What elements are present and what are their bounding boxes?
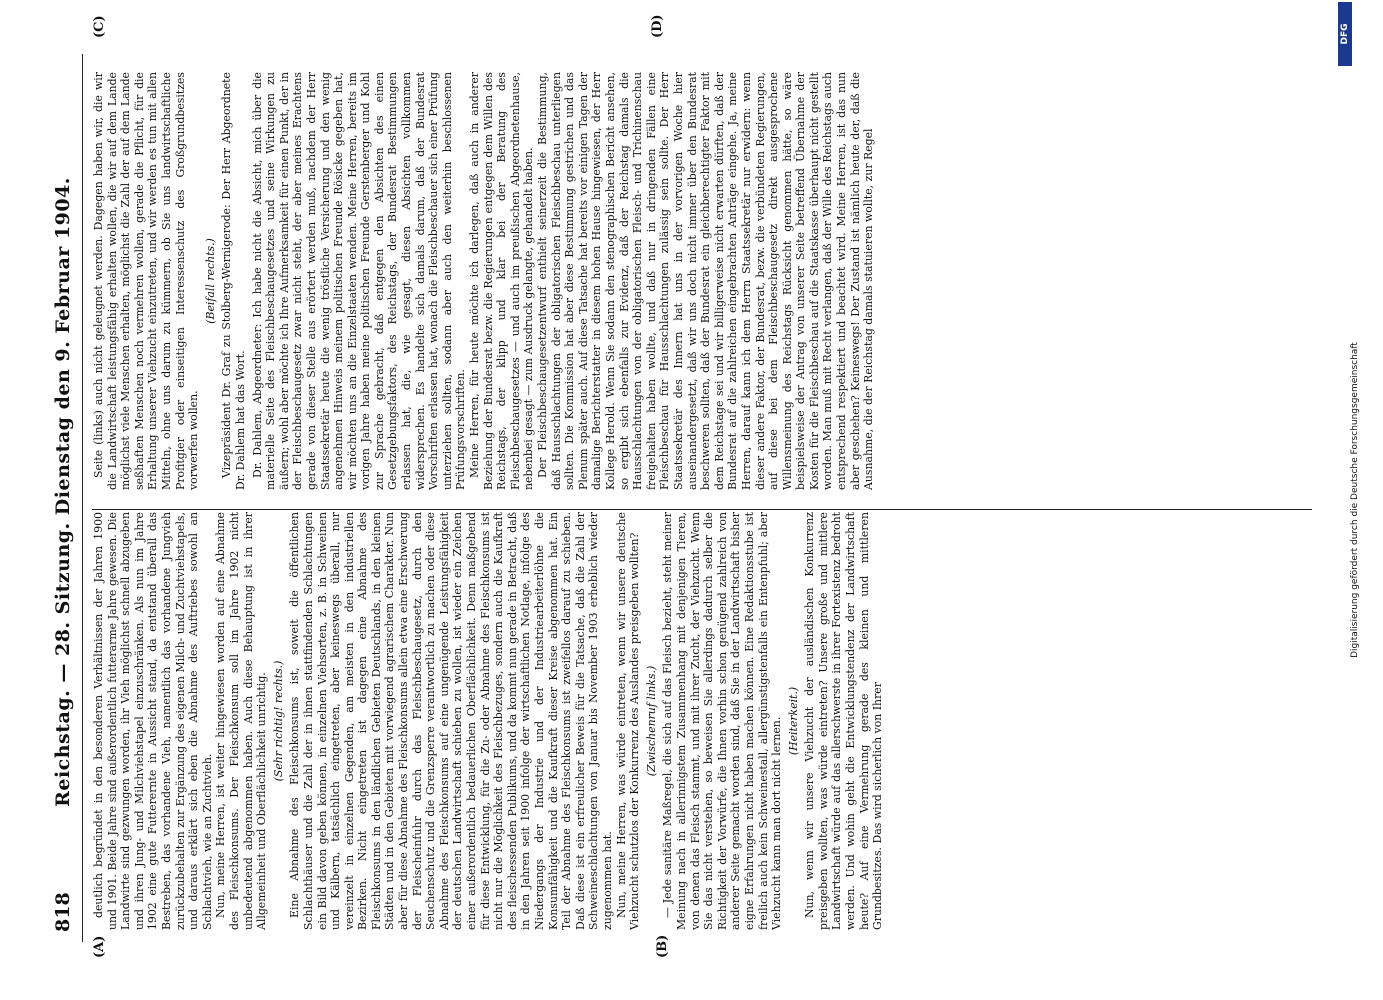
speaker-paragraph: Vizepräsident Dr. Graf zu Stolberg-Wernigerode: Der Herr Abgeordnete Dr. Dahlem hat das Wort. bbox=[220, 72, 247, 490]
interjection: (Heiterkeit.) bbox=[786, 686, 800, 756]
page-header bbox=[52, 42, 80, 942]
paragraph: Eine Abnahme des Fleischkonsums ist, soweit die öffentlichen Schlachthäuser und die Zahl der in ihnen stattfindenden Schlachtungen ein Bild davon geben können, in einzelnen Viehsorten, z. B. in Schweinen und Kälbern, tatsächlich eingetreten, aber keineswegs überall, nur vereinzelt in einzelnen Gegenden, am meisten in den industriellen Bezirken. Nicht eingetreten ist dagegen eine Abnahme des Fleischkonsums in den ländlichen Gebieten Deutschlands, in den kleinen Städten und in den Gebieten mit vorwiegend agrarischem Charakter. Nun aber für diese Abnahme des Fleischkonsums allein etwa eine Erschwerung der Fleischeinfuhr durch das Fleischbeschaugesetz, durch den Seuchenschutz und die Grenzsperre verantwortlich zu machen oder diese Abnahme des Fleischkonsums auf eine ungenügende Leistungsfähigkeit der deutschen Landwirtschaft schieben zu wollen, ist wieder ein Zeichen einer außerordentlich bedauerlichen Oberflächlichkeit. Denn maßgebend für diese Entwicklung, für die Zu- oder Abnahme des Fleischkonsums ist nicht nur die Möglichkeit des Fleischbezuges, sondern auch die Kaufkraft des fleischessenden Publikums, und da kommt nun gerade in Betracht, daß in den Jahren seit 1900 infolge der wirtschaftlichen Notlage, infolge des Niedergangs der Industrie und der Industriearbeiterlöhne die Konsumfähigkeit und die Kaufkraft dieser Kreise abgenommen hat. Ein Teil der Abnahme des Fleischkonsums ist zweifellos darauf zu schieben. Daß diese ist ein erfreulicher Beweis für die Tatsache, daß die Zahl der Schweineschlachtungen von Januar bis November 1903 erheblich wieder zugenommen hat. bbox=[288, 512, 614, 930]
interjection: (Beifall rechts.) bbox=[203, 238, 217, 324]
interjection: (Sehr richtig! rechts.) bbox=[271, 660, 285, 782]
header-rule bbox=[82, 54, 83, 942]
paragraph: Nun, meine Herren, was würde eintreten, wenn wir unsere deutsche Viehzucht schutzlos der Konkurrenz des Auslandes preisgeben wollten? bbox=[614, 512, 642, 930]
margin-marker-a: (A) bbox=[92, 935, 107, 958]
paragraph: Nun, wenn wir unsere Viehzucht der ausländischen Konkurrenz preisgeben wollten, was würde eintreten? Unsere große und mittlere Landwirtschaft würde auf das allerschwerste in ihrer Fortexistenz bedroht werden. Und wohin geht die Entwicklungstendenz der Landwirtschaft heute? Auf eine Vermehrung gerade des kleinen und mittleren Grundbesitzes. Das wird sicherlich von Ihrer bbox=[803, 512, 885, 930]
left-column bbox=[92, 512, 1332, 930]
page-number: 818 bbox=[52, 892, 74, 932]
dfg-logo: DFG bbox=[1338, 2, 1352, 66]
paragraph: — Jede sanitäre Maßregel, die sich auf das Fleisch bezieht, steht meiner Meinung nach in allerinnigstem Zusammenhang mit denjenigen Tieren, von denen das Fleisch stammt, und mit ihrer Zucht, der Viehzucht. Wenn Sie das nicht verstehen, so beweisen Sie allerdings dadurch selber die Richtigkeit der Vorwürfe, die Ihnen vorhin schon genügend zahlreich von anderer Seite gemacht worden sind, daß Sie in der Landwirtschaft bisher eigne Erfahrungen nicht haben machen können. Eine Redaktionsstube ist freilich auch kein Schweinestall, allergünstigstenfalls ein Entenpfuhl; aber Viehzucht kann man dort nicht lernen. bbox=[661, 512, 784, 930]
column-divider bbox=[92, 509, 1312, 510]
paragraph: deutlich begründet in den besonderen Verhältnissen der Jahren 1900 und 1901. Beide Jahre sind außerordentlich futterarme Jahre gewesen. Die Landwirte sind gezwungen worden, ihr Vieh möglichst schnell abzugeben und ihren Jung- und Milchviehstapel einzuschränken. Als nun im Jahre 1902 eine gute Futterernte in Aussicht stand, da entstand überall das Bestreben, das vorhandene Vieh, namentlich das vorhandene Jungvieh zurückzubehalten zur Ergänzung des eigenen Milch- und Zuchtviehstapels, und daraus erklärt sich eben die Abnahme des Auftriebes sowohl an Schlachtvieh, wie an Zuchtvieh. bbox=[92, 512, 214, 930]
right-column bbox=[92, 72, 1332, 490]
page-title: Reichstag. — 28. Sitzung. Dienstag den 9. Februar 1904. bbox=[52, 177, 74, 807]
interjection: (Zwischenruf links.) bbox=[644, 665, 658, 777]
margin-marker-c: (C) bbox=[92, 15, 107, 38]
margin-marker-d: (D) bbox=[650, 14, 665, 38]
paragraph: Seite (links) auch nicht geleugnet werden. Dagegen haben wir, die wir die Landwirtschaft leistungsfähig erhalten wollen, die wir auf dem Lande möglichst viele Menschen erhalten, möglichst die Zahl der auf dem Lande seßhaften Menschen noch vermehren wollen, gerade die Pflicht, für die Erhaltung unserer Viehzucht einzutreten, und wir werden es tun mit allen Mitteln, ohne uns darum zu kümmern, ob Sie uns landwirtschaftliche Profitgier oder einseitigen Interessenschutz des Großgrundbesitzes vorwerfen wollen. bbox=[92, 72, 201, 490]
margin-marker-b: (B) bbox=[655, 934, 670, 958]
paragraph: Meine Herren, für heute möchte ich darlegen, daß auch in anderer Beziehung der Bundesrat bezw. die Regierungen entgegen dem Willen des Reichstags, der klipp und klar bei der Beratung des Fleischbeschaugesetzes — und auch im preußischen Abgeordnetenhause, nebenbei gesagt — zum Ausdruck gelangte, gehandelt haben. bbox=[468, 72, 536, 490]
digitization-credit: Digitalisierung gefördert durch die Deutsche Forschungsgemeinschaft bbox=[1350, 342, 1360, 658]
speaker-paragraph: Dr. Dahlem, Abgeordneter: Ich habe nicht die Absicht, mich über die materielle Seite des Fleischbeschaugesetzes und seine Wirkungen zu äußern; wohl aber möchte ich Ihre Aufmerksamkeit für einen Punkt, der in der Fleischbeschaugesetz zwar nicht steht, der aber meines Erachtens gerade von dieser Stelle aus erörtert werden muß, nachdem der Herr Staatssekretär heute die wenig tröstliche Versicherung und den wenig angenehmen Hinweis meinem politischen Freunde Rösicke gegeben hat, wir möchten uns an die Einzelstaaten wenden. Meine Herren, bereits im vorigen Jahre haben meine politischen Freunde Gerstenberger und Kohl zur Sprache gebracht, daß entgegen den Absichten des einen Gesetzgebungsfaktors, des Reichstags, der Bundesrat Bestimmungen erlassen hat, die, wie gesagt, diesen Absichten vollkommen widersprechen. Es handelte sich damals darum, daß der Bundesrat Vorschriften erlassen hat, wonach die Fleischbeschauer sich einer Prüfung unterziehen sollten, sodann aber auch den weiterhin beschlossenen Prüfungsvorschriften. bbox=[250, 72, 468, 490]
paragraph: Nun, meine Herren, ist weiter hingewiesen worden auf eine Abnahme des Fleischkonsums. Der Fleischkonsum soll im Jahre 1902 nicht unbedeutend abgenommen haben. Auch diese Behauptung ist in ihrer Allgemeinheit und Oberflächlichkeit unrichtig. bbox=[214, 512, 269, 930]
paragraph: Der Fleischbeschaugesetzentwurf enthielt seinerzeit die Bestimmung, daß Hausschlachtungen der obligatorischen Fleischbeschau unterliegen sollten. Die Kommission hat aber diese Bestimmung gestrichen und das Plenum später auch. Auf diese Tatsache hat bereits vor einigen Tagen der damalige Berichterstatter in diesem hohen Hause hingewiesen, der Herr Kollege Herold. Wenn Sie sodann den stenographischen Bericht ansehen, so ergibt sich ebenfalls zur Evidenz, daß der Reichstag damals die Hausschlachtungen von der obligatorischen Fleisch- und Trichinenschau freigehalten haben wollte, und daß nur in dringenden Fällen eine Fleischbeschau für Hausschlachtungen zulässig sein sollte. Der Herr Staatssekretär des Innern hat uns in der vorvorigen Woche hier auseinandergesetzt, daß wir uns doch nicht immer über den Bundesrat beschweren sollten, daß der Bundesrat ein gleichberechtigter Faktor mit dem Reichstage sei und wir billigerweise nicht erwarten dürften, daß der Bundesrat auf die zahlreichen eingebrachten Anträge eingehe. Ja, meine Herren, darauf kann ich dem Herrn Staatssekretär nur erwidern: wenn dieser andere Faktor, der Bundesrat, bezw. die verbündeten Regierungen, auf diese bei dem Fleischbeschaugesetz direkt ausgesprochene Willensmeinung des Reichstags Rücksicht genommen hätte, so wäre beispielsweise der Antrag von unserer Seite betreffend Übernahme der Kosten für die Fleischbeschau auf die Staatskasse überhaupt nicht gestellt worden. Man muß mit Recht verlangen, daß der Wille des Reichstags auch entsprechend respektiert und beachtet wird. Meine Herren, ist das nun aber geschehen? Keineswegs! Der Zustand ist nämlich heute der, daß die Ausnahme, die der Reichstag damals statuieren wollte, zur Regel bbox=[536, 72, 876, 490]
